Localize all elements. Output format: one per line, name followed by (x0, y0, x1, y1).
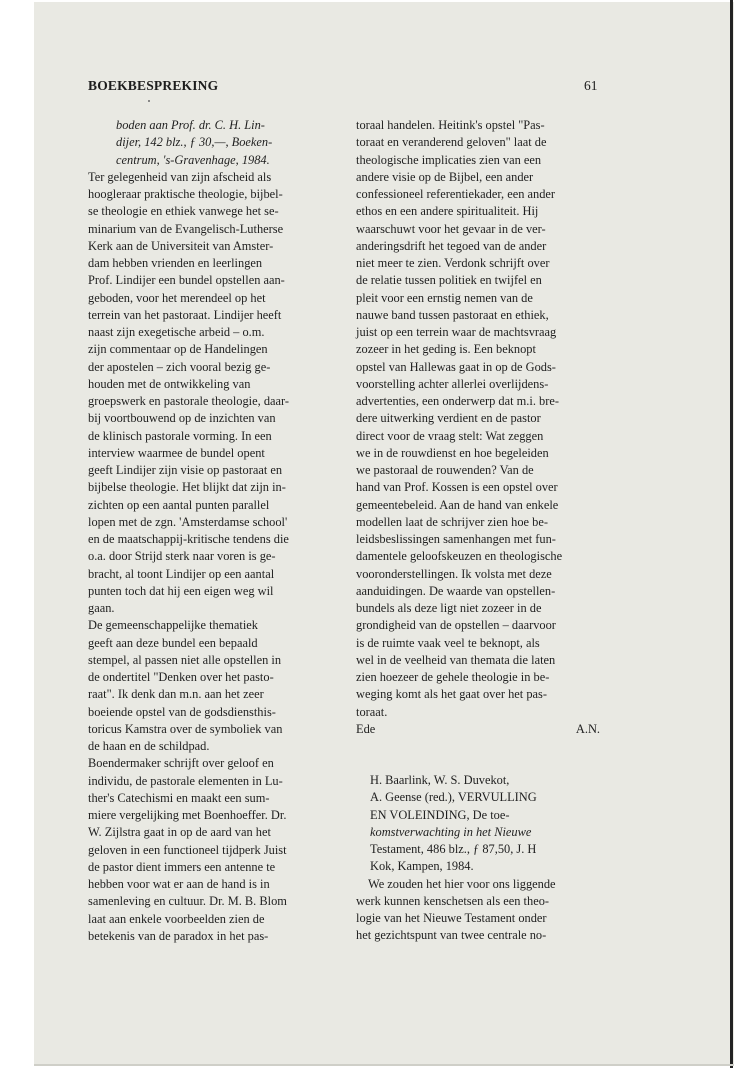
text-line: toraat. (356, 704, 388, 719)
text-line: juist op een terrein waar de machtsvraag (356, 325, 557, 339)
page-number: 61 (584, 78, 598, 93)
running-header: BOEKBESPREKING (88, 78, 219, 93)
reference-line: A. Geense (red.), VERVULLING (370, 790, 537, 805)
text-line: naast zijn exegetische arbeid – o.m. (88, 325, 265, 339)
reference-line: EN VOLEINDING, De toe- (370, 807, 510, 822)
signature (356, 721, 600, 738)
text-line: niet meer te zien. Verdonk schrijft over (356, 256, 550, 270)
text-line: toraat en veranderend geloven" laat de (356, 135, 547, 150)
text-line: bij voortbouwend op de inzichten van (88, 411, 276, 426)
text-line: geeft aan deze bundel een bepaald (88, 635, 258, 650)
review-body-continued (356, 117, 602, 721)
text-line: opstel van Hallewas gaat in op de Gods- (356, 359, 556, 374)
text-line: advertenties, een onderwerp dat m.i. bre- (356, 394, 559, 408)
text-line: Kerk aan de Universiteit van Amster- (88, 238, 274, 253)
text-line: grondigheid van de opstellen – daarvoor (356, 618, 556, 633)
text-line: geboden, voor het merendeel op het (88, 290, 266, 305)
text-line: zichten op een aantal punten parallel (88, 497, 270, 512)
text-line: modellen laat de schrijver zien hoe be- (356, 514, 548, 529)
text-line: betekenis van de paradox in het pas- (88, 928, 269, 943)
text-line: de relatie tussen politiek en twijfel en (356, 273, 542, 288)
text-line: houden met de ontwikkeling van (88, 376, 251, 391)
signature-initials: A.N. (575, 721, 600, 736)
second-book-reference (356, 772, 602, 876)
review-body (88, 169, 334, 945)
text-line: pleit voor een ernstig nemen van de (356, 290, 533, 305)
text-line: se theologie en ethiek vanwege het se- (88, 204, 279, 219)
text-line: we in de rouwdienst en hoe begeleiden (356, 445, 549, 460)
text-line: individu, de pastorale elementen in Lu- (88, 773, 283, 788)
text-line: samenleving en cultuur. Dr. M. B. Blom (88, 894, 287, 909)
text-line: interview waarmee de bundel opent (88, 445, 265, 460)
text-line: theologische implicaties zien van een (356, 152, 542, 167)
text-line: de ondertitel "Denken over het pasto- (88, 670, 274, 684)
text-line: groepswerk en pastorale theologie, daar- (88, 394, 290, 408)
text-line: toricus Kamstra over de symboliek van (88, 721, 283, 736)
text-line: hebben voor wat er aan de hand is in (88, 877, 270, 891)
text-line: damentele geloofskeuzen en theologische (356, 549, 563, 564)
text-line: raat". Ik denk dan m.n. aan het zeer (88, 687, 264, 702)
text-line: geeft Lindijer zijn visie op pastoraat en (88, 463, 283, 477)
text-line: der apostelen – zich vooral bezig ge- (88, 359, 271, 374)
text-line: vooronderstellingen. Ik volsta met deze (356, 566, 552, 581)
reference-line: dijer, 142 blz., ƒ 30,—, Boeken- (116, 135, 273, 150)
reference-line: H. Baarlink, W. S. Duvekot, (370, 773, 510, 787)
text-line: gaan. (88, 601, 115, 615)
text-line: de klinisch pastorale vorming. In een (88, 428, 272, 443)
text-line: geloven in een functioneel tijdperk Juist (88, 842, 287, 857)
text-line: minarium van de Evangelisch-Lutherse (88, 221, 284, 236)
text-line: stempel, al passen niet alle opstellen in (88, 652, 282, 667)
reference-line: centrum, 's-Gravenhage, 1984. (116, 152, 270, 167)
text-line: dam hebben vrienden en leerlingen (88, 256, 263, 270)
text-line: zijn commentaar op de Handelingen (88, 342, 268, 357)
text-line: waarschuwt voor het gevaar in de ver- (356, 221, 546, 236)
text-line: zozeer in het geding is. Een beknopt (356, 342, 536, 357)
book-reference (88, 117, 334, 169)
text-line: W. Zijlstra gaat in op de aard van het (88, 825, 271, 840)
text-line: weging komt als het gaat over het pas- (356, 687, 547, 702)
text-line: hand van Prof. Kossen is een opstel over (356, 480, 558, 495)
text-line: toraal handelen. Heitink's opstel "Pas- (356, 118, 545, 132)
text-line: bracht, al toont Lindijer op een aantal (88, 566, 275, 581)
text-line: wel in de veelheid van themata die laten (356, 652, 556, 667)
text-line: punten toch dat hij een eigen weg wil (88, 583, 274, 598)
text-line: ther's Catechismi en maakt een sum- (88, 790, 270, 805)
text-line: de haan en de schildpad. (88, 739, 210, 753)
text-line: voorstelling achter allerlei overlijdens- (356, 376, 549, 391)
text-line: bundels als deze ligt niet zozeer in de (356, 601, 542, 615)
text-line: confessioneel referentiekader, een ander (356, 187, 556, 201)
text-line: bijbelse theologie. Het blijkt dat zijn in- (88, 480, 286, 495)
text-line: lopen met de zgn. 'Amsterdamse school' (88, 514, 288, 529)
reference-line: Testament, 486 blz., ƒ 87,50, J. H (370, 842, 537, 856)
text-line: andere visie op de Bijbel, een ander (356, 169, 534, 184)
right-column (356, 117, 602, 945)
text-line: Ter gelegenheid van zijn afscheid als (88, 169, 272, 184)
text-line: terrein van het pastoraat. Lindijer heeft (88, 307, 282, 322)
text-line: Boendermaker schrijft over geloof en (88, 756, 274, 771)
text-line: gemeentebeleid. Aan de hand van enkele (356, 497, 559, 512)
text-line: nauwe band tussen pastoraat en ethiek, (356, 307, 549, 322)
text-line: is de ruimte vaak veel te beknopt, als (356, 635, 540, 650)
text-line: anderingsdrift het tegoed van de ander (356, 238, 547, 253)
reference-line: komstverwachting in het Nieuwe (370, 824, 532, 839)
text-line: De gemeenschappelijke thematiek (88, 618, 258, 633)
page-bottom-edge (34, 1064, 734, 1066)
text-line: leidsbeslissingen samenhangen met fun- (356, 532, 556, 546)
text-line: de pastor dient immers een antenne te (88, 859, 276, 874)
text-line: laat aan enkele voorbeelden zien de (88, 911, 265, 926)
text-line: logie van het Nieuwe Testament onder (356, 911, 547, 925)
text-line: ethos en een andere spiritualiteit. Hij (356, 204, 539, 219)
text-line: direct voor de vraag stelt: Wat zeggen (356, 428, 544, 443)
text-line: werk kunnen kenschetsen als een theo- (356, 893, 550, 908)
text-line: zien hoezeer de gehele theologie in be- (356, 670, 550, 684)
text-line: o.a. door Strijd sterk naar voren is ge- (88, 549, 276, 564)
left-column (88, 117, 334, 945)
section-gap (356, 738, 602, 772)
text-line: hoogleraar praktische theologie, bijbel- (88, 187, 283, 201)
speck (148, 100, 150, 102)
text-line: en de maatschappij-kritische tendens die (88, 532, 289, 546)
text-line: miere vergelijking met Boenhoeffer. Dr. (88, 808, 287, 822)
signature-place: Ede (356, 721, 376, 736)
text-line: dere uitwerking verdient en de pastor (356, 411, 541, 426)
text-line: het gezichtspunt van twee centrale no- (356, 928, 547, 943)
text-line: boeiende opstel van de godsdiensthis- (88, 704, 276, 719)
text-line: Prof. Lindijer een bundel opstellen aan- (88, 273, 285, 288)
page-edge (730, 0, 733, 1068)
text-line: aanduidingen. De waarde van opstellen- (356, 583, 556, 598)
second-review-body (356, 876, 602, 945)
reference-line: boden aan Prof. dr. C. H. Lin- (116, 118, 265, 132)
text-line: we pastoraal de rouwenden? Van de (356, 463, 534, 477)
reference-line: Kok, Kampen, 1984. (370, 859, 474, 874)
text-line: We zouden het hier voor ons liggende (368, 876, 556, 891)
